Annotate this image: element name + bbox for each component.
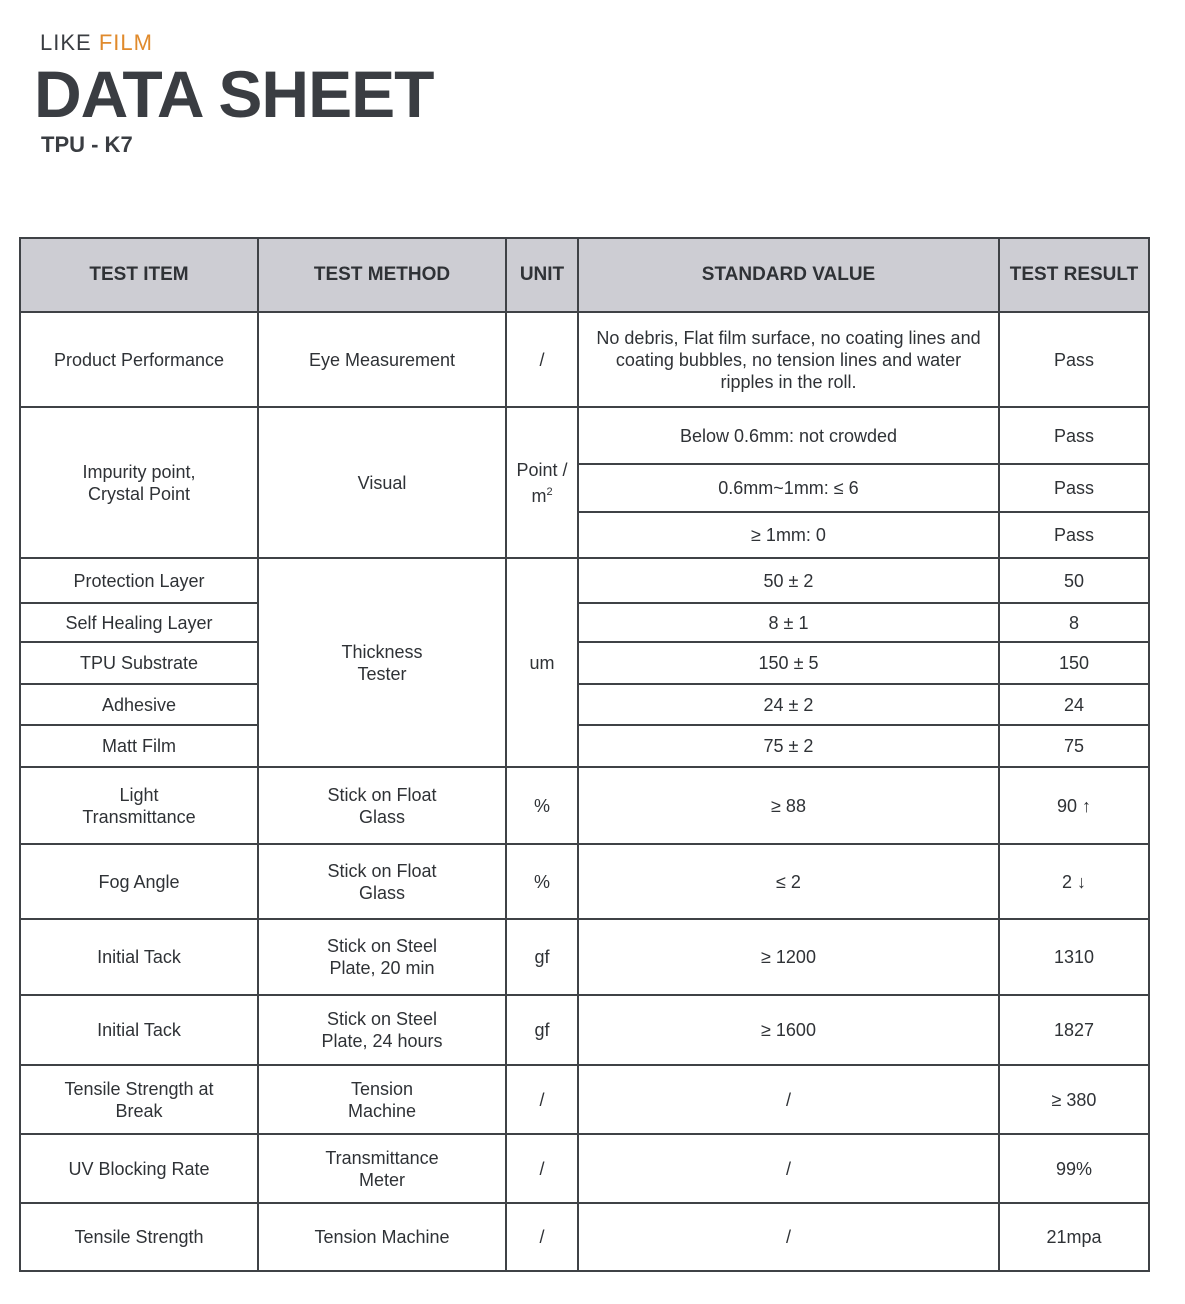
table-row [20,558,1149,603]
unit-text: Point / m [516,459,568,506]
cell-standard: ≥ 1mm: 0 [578,512,999,558]
cell-result: 1310 [999,919,1149,995]
cell-result: 99% [999,1134,1149,1203]
cell-unit: / [506,1203,578,1271]
brand-accent: FILM [98,30,153,55]
cell-result: ≥ 380 [999,1065,1149,1134]
cell-unit: / [506,1065,578,1134]
cell-result: Pass [999,312,1149,407]
cell-method: Eye Measurement [258,312,506,407]
cell-standard: No debris, Flat film surface, no coating lines and coating bubbles, no tension lines and water ripples in the roll. [578,312,999,407]
cell-result: 75 [999,725,1149,767]
cell-item: TPU Substrate [20,642,258,684]
cell-method: Tension Machine [258,1065,506,1134]
column-header: UNIT [506,238,578,312]
table-row [20,1134,1149,1203]
cell-unit: / [506,1134,578,1203]
column-header: STANDARD VALUE [578,238,999,312]
table-row [20,1203,1149,1271]
cell-standard: ≤ 2 [578,844,999,919]
table-header-row [20,238,1149,312]
cell-standard: / [578,1065,999,1134]
cell-result: Pass [999,407,1149,464]
cell-result: 2 ↓ [999,844,1149,919]
cell-standard: ≥ 88 [578,767,999,844]
cell-unit: gf [506,919,578,995]
cell-item: Product Performance [20,312,258,407]
table-row [20,995,1149,1065]
cell-method: Stick on Steel Plate, 24 hours [258,995,506,1065]
cell-result: 90 ↑ [999,767,1149,844]
cell-unit: % [506,844,578,919]
cell-unit: um [506,558,578,767]
cell-standard: 8 ± 1 [578,603,999,642]
table-row [20,684,1149,725]
column-header: TEST METHOD [258,238,506,312]
table-row [20,919,1149,995]
table-row [20,407,1149,464]
cell-method: Transmittance Meter [258,1134,506,1203]
cell-standard: 24 ± 2 [578,684,999,725]
cell-item: Matt Film [20,725,258,767]
cell-item: Protection Layer [20,558,258,603]
table-row [20,844,1149,919]
cell-standard: 0.6mm~1mm: ≤ 6 [578,464,999,512]
cell-item: Initial Tack [20,919,258,995]
cell-result: 1827 [999,995,1149,1065]
cell-result: 50 [999,558,1149,603]
cell-unit [506,407,578,558]
cell-method: Visual [258,407,506,558]
cell-unit: gf [506,995,578,1065]
cell-method: Tension Machine [258,1203,506,1271]
table-row [20,767,1149,844]
model-name: TPU - K7 [41,132,133,157]
page-title: DATA SHEET [34,57,434,131]
cell-result: Pass [999,464,1149,512]
table-row [20,1065,1149,1134]
cell-method: Stick on Float Glass [258,767,506,844]
cell-standard: ≥ 1600 [578,995,999,1065]
cell-standard: Below 0.6mm: not crowded [578,407,999,464]
cell-standard: 50 ± 2 [578,558,999,603]
table-row [20,642,1149,684]
cell-item: Adhesive [20,684,258,725]
cell-method: Stick on Float Glass [258,844,506,919]
brand-line [40,30,153,56]
cell-item: Initial Tack [20,995,258,1065]
data-sheet-table [19,237,1150,1272]
column-header: TEST RESULT [999,238,1149,312]
cell-item: Fog Angle [20,844,258,919]
brand-prefix: LIKE [40,30,92,55]
table-row [20,312,1149,407]
cell-standard: / [578,1134,999,1203]
table-row [20,725,1149,767]
cell-unit: / [506,312,578,407]
cell-standard: 75 ± 2 [578,725,999,767]
column-header: TEST ITEM [20,238,258,312]
cell-item: Self Healing Layer [20,603,258,642]
cell-standard: 150 ± 5 [578,642,999,684]
cell-method: Stick on Steel Plate, 20 min [258,919,506,995]
cell-unit: % [506,767,578,844]
cell-result: 8 [999,603,1149,642]
cell-item: Light Transmittance [20,767,258,844]
cell-standard: ≥ 1200 [578,919,999,995]
cell-method: Thickness Tester [258,558,506,767]
table-row [20,603,1149,642]
unit-superscript: 2 [546,485,553,498]
cell-item: Tensile Strength [20,1203,258,1271]
cell-result: 150 [999,642,1149,684]
cell-result: Pass [999,512,1149,558]
cell-result: 24 [999,684,1149,725]
cell-item: Tensile Strength at Break [20,1065,258,1134]
cell-result: 21mpa [999,1203,1149,1271]
cell-item: UV Blocking Rate [20,1134,258,1203]
cell-standard: / [578,1203,999,1271]
cell-item: Impurity point, Crystal Point [20,407,258,558]
